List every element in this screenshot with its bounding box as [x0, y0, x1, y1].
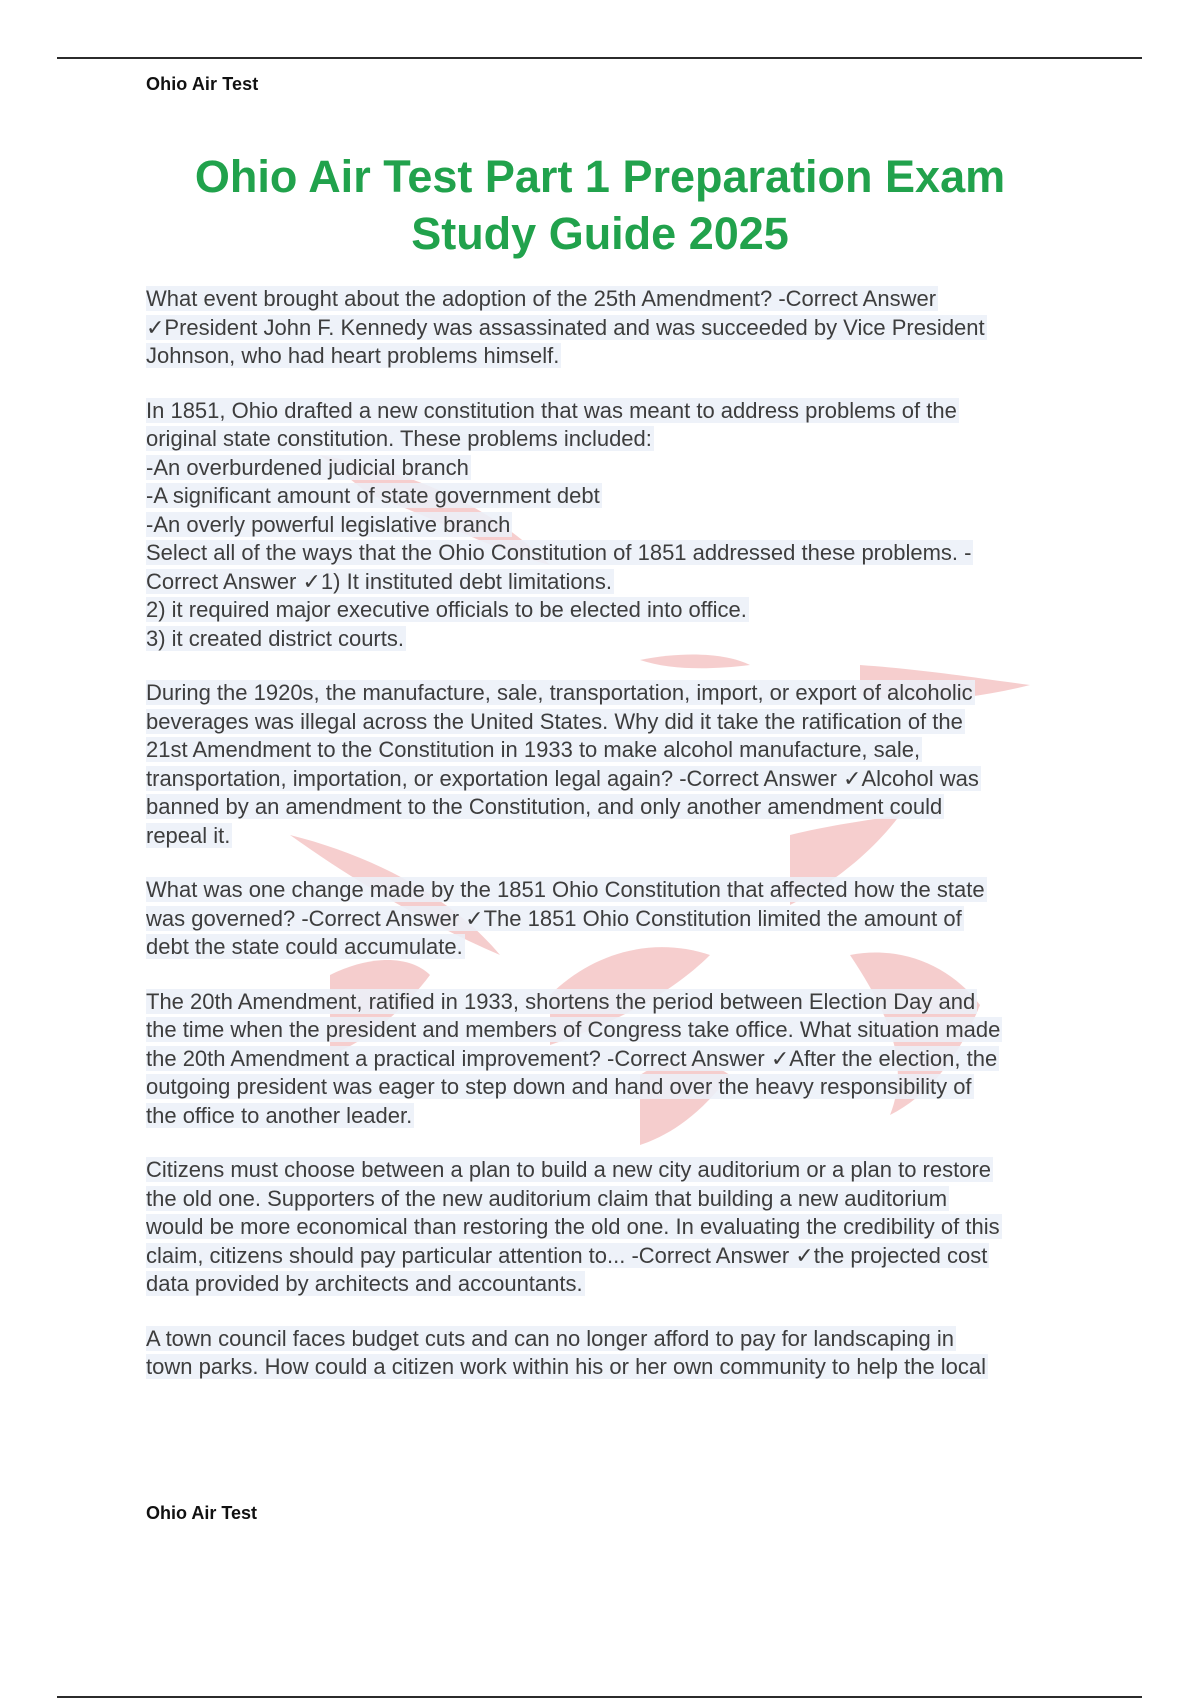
- title-line-2: Study Guide 2025: [411, 208, 789, 259]
- text-line: -A significant amount of state government debt: [146, 483, 600, 508]
- text-line: -An overburdened judicial branch: [146, 454, 469, 480]
- text-line: In 1851, Ohio drafted a new constitution that was meant to address problems of the: [146, 397, 957, 423]
- text-line: Citizens must choose between a plan to build a new city auditorium or a plan to restore: [146, 1157, 992, 1182]
- qa-block: [146, 1156, 1091, 1299]
- text-line: Johnson, who had heart problems himself.: [146, 343, 560, 368]
- text-line: repeal it.: [146, 822, 231, 848]
- text-line: banned by an amendment to the Constitution, and only another amendment could: [146, 794, 943, 819]
- text-line: Select all of the ways that the Ohio Constitution of 1851 addressed these problems. -: [146, 540, 972, 565]
- study-guide-body: [146, 285, 1091, 1408]
- title-line-1: Ohio Air Test Part 1 Preparation Exam: [194, 151, 1006, 202]
- qa-block: [146, 1325, 1091, 1382]
- text-line: What event brought about the adoption of the 25th Amendment? -Correct Answer: [146, 286, 937, 311]
- bottom-rule: [57, 1696, 1142, 1698]
- text-line: the office to another leader.: [146, 1102, 413, 1128]
- text-line: The 20th Amendment, ratified in 1933, shortens the period between Election Day and: [146, 988, 976, 1014]
- text-line: transportation, importation, or exportation legal again? -Correct Answer ✓Alcohol was: [146, 765, 979, 791]
- qa-block: [146, 679, 1091, 850]
- running-header: Ohio Air Test: [146, 74, 259, 94]
- text-line: would be more economical than restoring the old one. In evaluating the credibility of this: [146, 1214, 1000, 1239]
- text-line: 21st Amendment to the Constitution in 1933 to make alcohol manufacture, sale,: [146, 737, 921, 762]
- text-line: 3) it created district courts.: [146, 625, 404, 651]
- text-line: During the 1920s, the manufacture, sale, transportation, import, or export of alcoholic: [146, 680, 973, 705]
- text-line: data provided by architects and accountants.: [146, 1271, 583, 1296]
- top-rule: [57, 57, 1142, 59]
- qa-block: [146, 397, 1091, 654]
- qa-block: [146, 988, 1091, 1131]
- text-line: the old one. Supporters of the new auditorium claim that building a new auditorium: [146, 1185, 948, 1211]
- text-line: was governed? -Correct Answer ✓The 1851 Ohio Constitution limited the amount of: [146, 905, 962, 931]
- text-line: original state constitution. These problems included:: [146, 426, 652, 451]
- text-line: beverages was illegal across the United States. Why did it take the ratification of the: [146, 708, 963, 734]
- text-line: the time when the president and members of Congress take office. What situation made: [146, 1017, 1001, 1042]
- document-title: [100, 148, 1100, 262]
- text-line: ✓President John F. Kennedy was assassinated and was succeeded by Vice President: [146, 314, 985, 340]
- running-footer: Ohio Air Test: [146, 1503, 258, 1523]
- text-line: outgoing president was eager to step down and hand over the heavy responsibility of: [146, 1074, 972, 1099]
- text-line: town parks. How could a citizen work within his or her own community to help the local: [146, 1354, 987, 1379]
- text-line: Correct Answer ✓1) It instituted debt limitations.: [146, 568, 612, 594]
- qa-block: [146, 285, 1091, 371]
- qa-block: [146, 876, 1091, 962]
- text-line: What was one change made by the 1851 Ohio Constitution that affected how the state: [146, 877, 985, 902]
- text-line: -An overly powerful legislative branch: [146, 511, 511, 537]
- text-line: 2) it required major executive officials to be elected into office.: [146, 597, 747, 622]
- text-line: debt the state could accumulate.: [146, 934, 463, 959]
- text-line: claim, citizens should pay particular attention to... -Correct Answer ✓the projected cost: [146, 1242, 988, 1268]
- text-line: the 20th Amendment a practical improvement? -Correct Answer ✓After the election, the: [146, 1045, 998, 1071]
- text-line: A town council faces budget cuts and can no longer afford to pay for landscaping in: [146, 1325, 955, 1351]
